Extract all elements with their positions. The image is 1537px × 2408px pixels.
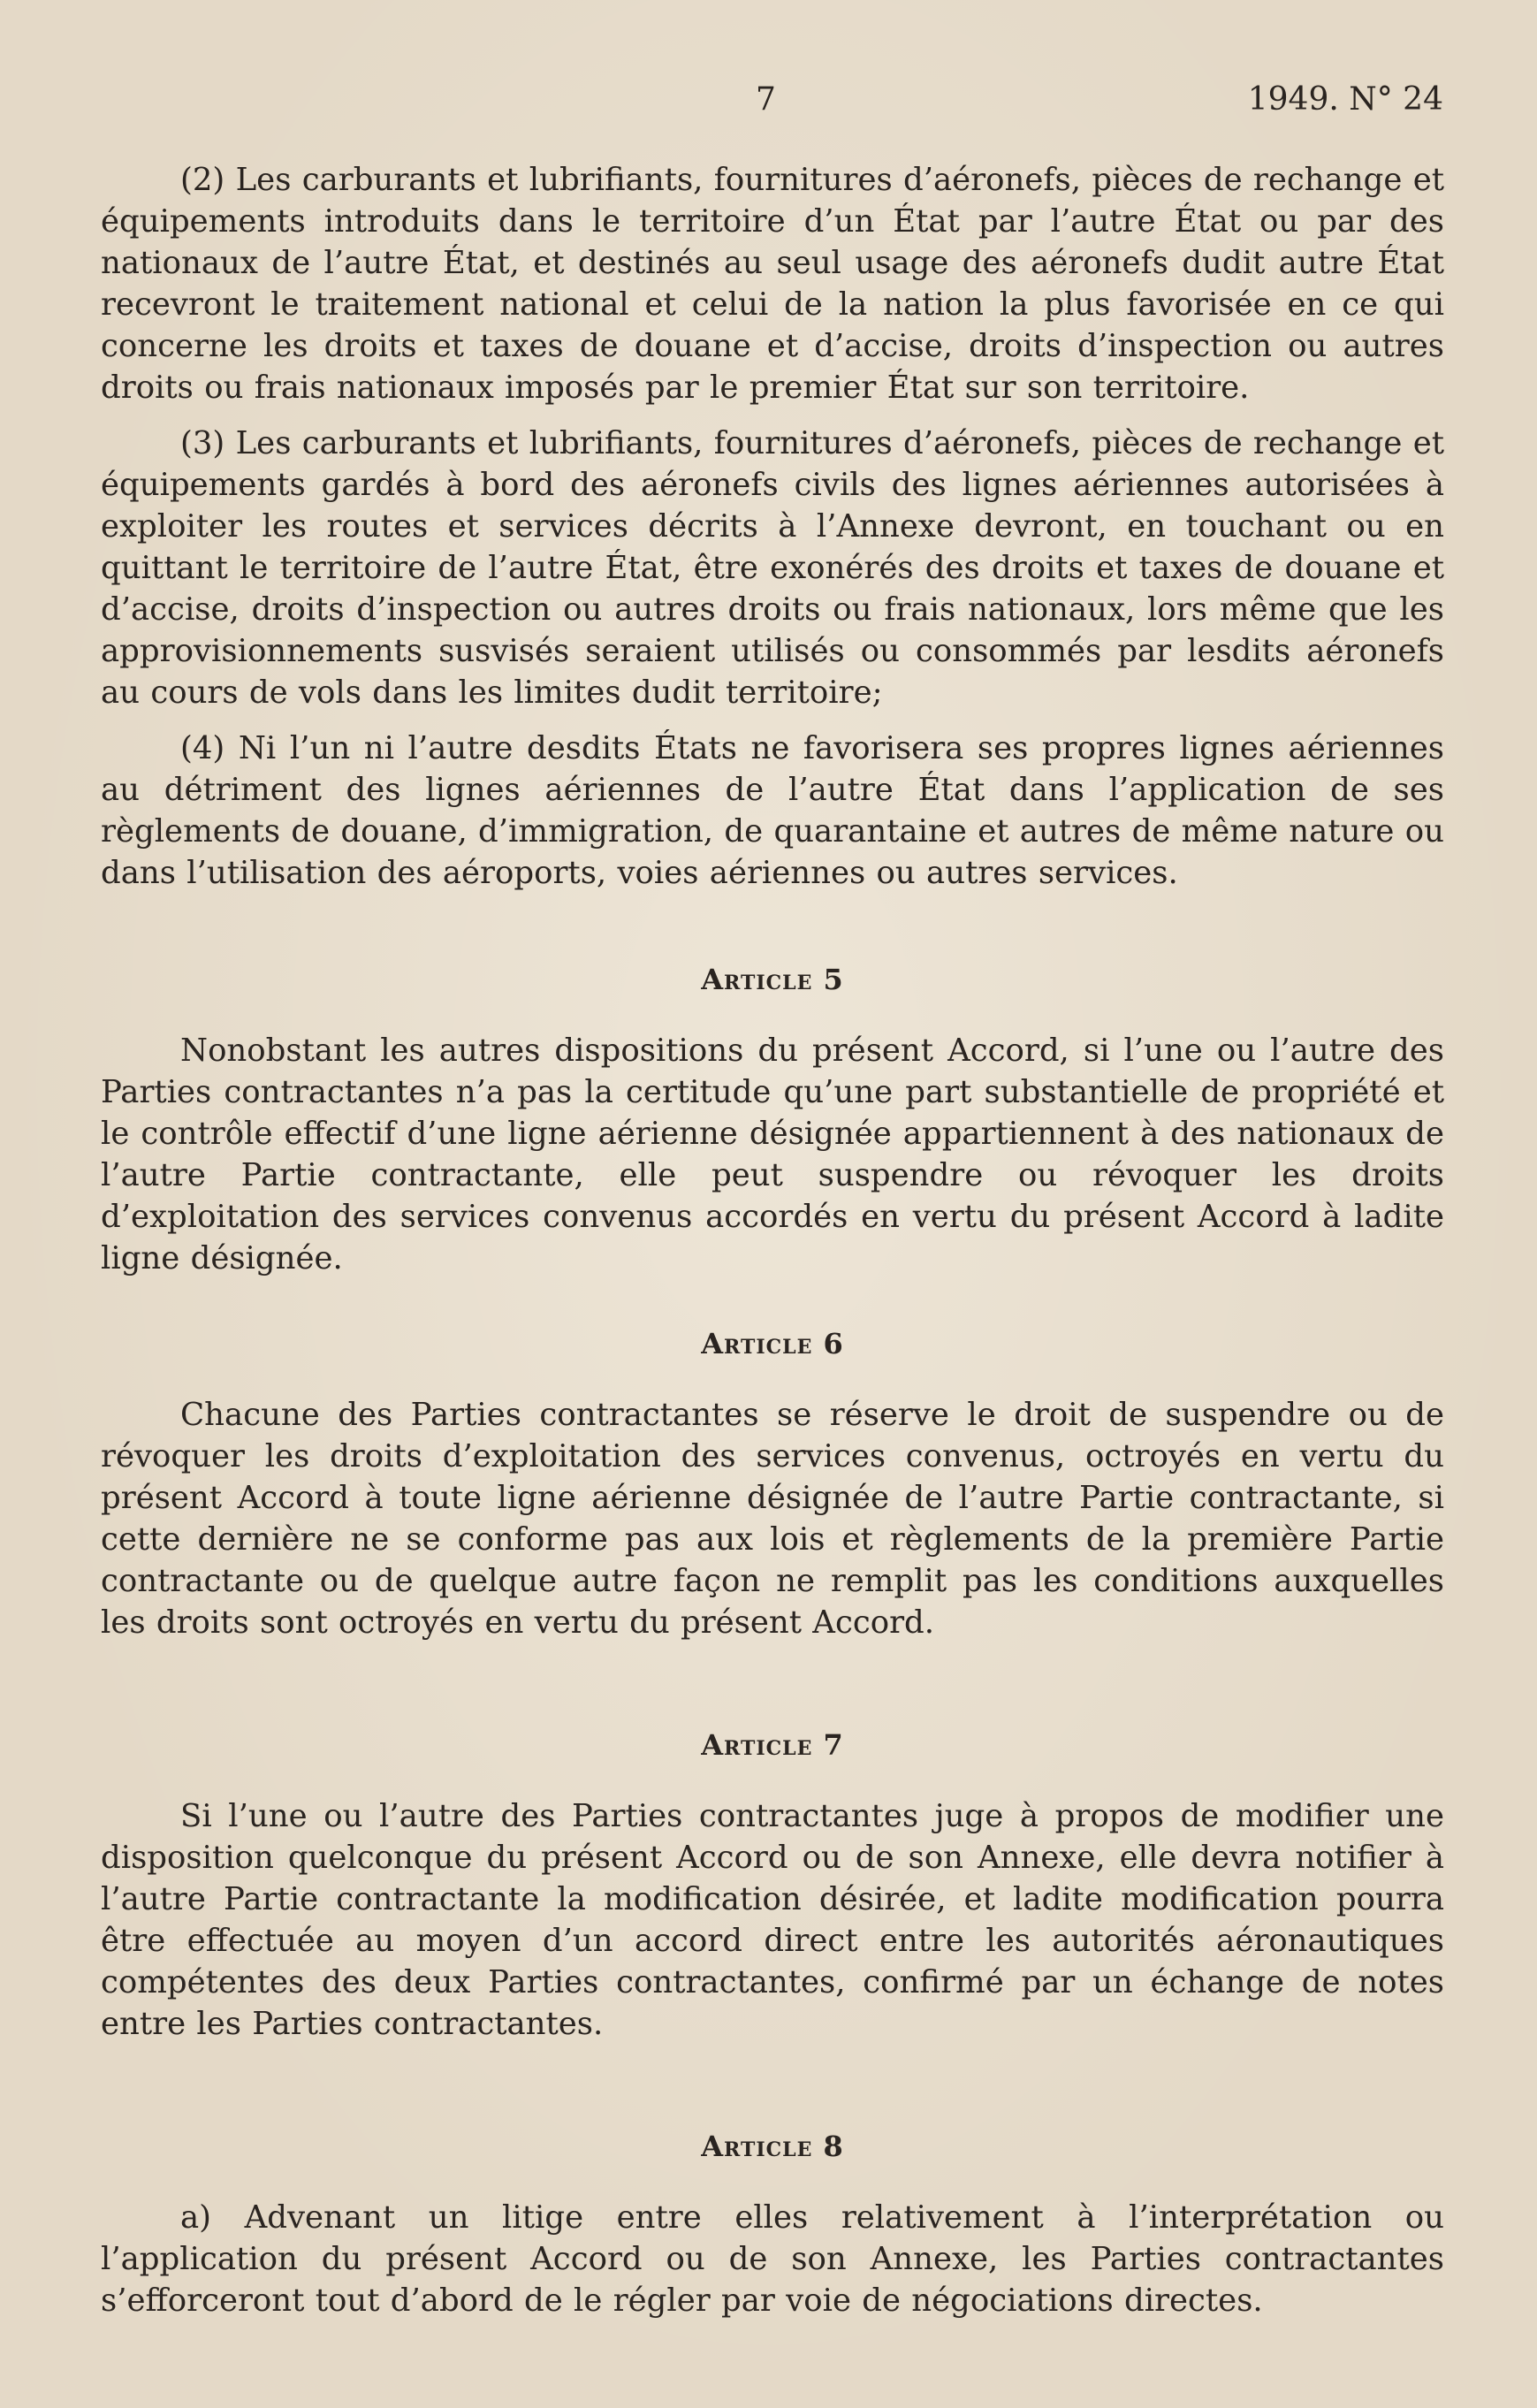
article-6-text: Chacune des Parties contractantes se réserve le droit de suspendre ou de révoquer les droits d’exploitation des services convenus, octroyés en vertu du présent Accord à toute ligne aérienne désignée de l’autre Partie contractante, si cette dernière ne se conforme pas aux lois et règlements de la première Partie contractante ou de quelque autre façon ne remplit pas les conditions auxquelles les droits sont octroyés en vertu du présent Accord.: [101, 1397, 1444, 1641]
article-7-text: Si l’une ou l’autre des Parties contractantes juge à propos de modifier une disposition quelconque du présent Accord ou de son Annexe, elle devra notifier à l’autre Partie contractante la modification désirée, et ladite modification pourra être effectuée au moyen d’un accord direct entre les autorités aéronautiques compétentes des deux Parties contractantes, confirmé par un échange de notes entre les Parties contractantes.: [101, 1798, 1444, 2042]
article-7-heading: Article 7: [701, 1728, 844, 1762]
paragraph-4: (4) Ni l’un ni l’autre desdits États ne favorisera ses propres lignes aériennes au détriment des lignes aériennes de l’autre État dans l’application de ses règlements de douane, d’immigration, de quarantaine et autres de même nature ou dans l’utilisation des aéroports, voies aériennes ou autres services.: [101, 730, 1444, 891]
article-5-text: Nonobstant les autres dispositions du présent Accord, si l’une ou l’autre des Parties contractantes n’a pas la certitude qu’une part substantielle de propriété et le contrôle effectif d’une ligne aérienne désignée appartiennent à des nationaux de l’autre Partie contractante, elle peut suspendre ou révoquer les droits d’exploitation des services convenus accordés en vertu du présent Accord à ladite ligne désignée.: [101, 1033, 1444, 1276]
header-reference: 1949. N° 24: [1247, 81, 1443, 118]
document-body: [101, 159, 1444, 2336]
article-6-heading: Article 6: [701, 1327, 844, 1360]
article-8-heading: Article 8: [701, 2130, 844, 2163]
article-8-text: a) Advenant un litige entre elles relativement à l’interprétation ou l’application du présent Accord ou de son Annexe, les Parties contractantes s’efforceront tout d’abord de le régler par voie de négociations directes.: [101, 2199, 1444, 2319]
page-header: [0, 81, 1537, 134]
article-5-heading: Article 5: [701, 963, 844, 996]
page-number: 7: [756, 81, 776, 118]
paragraph-2: (2) Les carburants et lubrifiants, fournitures d’aéronefs, pièces de rechange et équipements introduits dans le territoire d’un État par l’autre État ou par des nationaux de l’autre État, et destinés au seul usage des aéronefs dudit autre État recevront le traitement national et celui de la nation la plus favorisée en ce qui concerne les droits et taxes de douane et d’accise, droits d’inspection ou autres droits ou frais nationaux imposés par le premier État sur son territoire.: [101, 162, 1444, 406]
paragraph-3: (3) Les carburants et lubrifiants, fournitures d’aéronefs, pièces de rechange et équipements gardés à bord des aéronefs civils des lignes aériennes autorisées à exploiter les routes et services décrits à l’Annexe devront, en touchant ou en quittant le territoire de l’autre État, être exonérés des droits et taxes de douane et d’accise, droits d’inspection ou autres droits ou frais nationaux, lors même que les approvisionnements susvisés seraient utilisés ou consommés par lesdits aéronefs au cours de vols dans les limites dudit territoire;: [101, 425, 1444, 711]
